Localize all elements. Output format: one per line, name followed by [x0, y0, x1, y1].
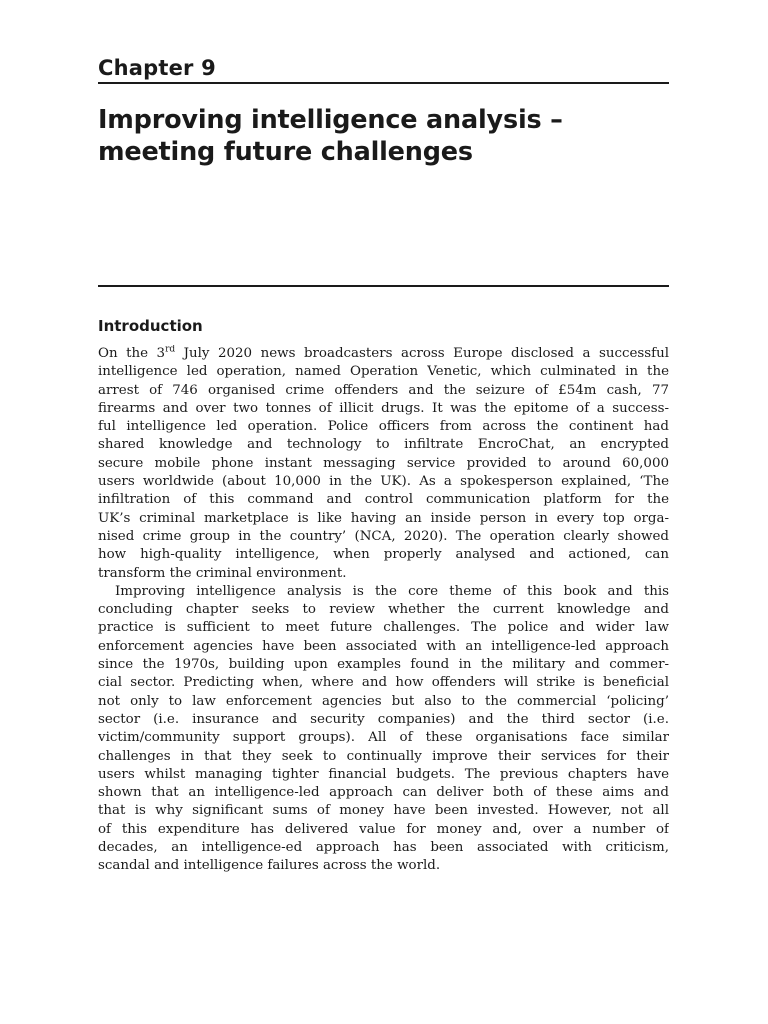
- ordinal-superscript: rd: [165, 345, 176, 355]
- paragraph-line: that is why significant sums of money have been invested. However, not all: [98, 803, 669, 819]
- paragraph-line: victim/community support groups). All of these organisations face similar: [98, 730, 669, 746]
- section-heading: Introduction: [98, 317, 203, 335]
- chapter-title-line: Improving intelligence analysis –: [98, 105, 563, 135]
- paragraph-line: decades, an intelligence-ed approach has been associated with criticism,: [98, 840, 669, 856]
- paragraph-line: firearms and over two tonnes of illicit drugs. It was the epitome of a success-: [98, 400, 669, 416]
- paragraph-line: sector (i.e. insurance and security companies) and the third sector (i.e.: [98, 711, 669, 727]
- paragraph-line: cial sector. Predicting when, where and how offenders will strike is beneficial: [98, 675, 669, 691]
- paragraph-line: scandal and intelligence failures across the world.: [98, 858, 441, 874]
- chapter-title: [98, 104, 669, 168]
- paragraph-line: infiltration of this command and control communication platform for the: [98, 492, 669, 508]
- paragraph-line: [98, 345, 669, 363]
- paragraph-line: UK’s criminal marketplace is like having an inside person in every top orga-: [98, 510, 669, 526]
- paragraph-line: secure mobile phone instant messaging service provided to around 60,000: [98, 455, 669, 471]
- paragraph-1: [98, 345, 669, 583]
- paragraph-line: shared knowledge and technology to infiltrate EncroChat, an encrypted: [98, 437, 669, 453]
- paragraph-line: users whilst managing tighter financial budgets. The previous chapters have: [98, 766, 669, 782]
- chapter-rule-bottom: [98, 285, 669, 287]
- first-line-text: On the 3: [98, 346, 166, 361]
- paragraph-line: Improving intelligence analysis is the core theme of this book and this: [115, 583, 669, 599]
- paragraph-line: practice is sufficient to meet future challenges. The police and wider law: [98, 620, 669, 636]
- chapter-rule-top: [98, 82, 669, 84]
- paragraph-line: arrest of 746 organised crime offenders and the seizure of £54m cash, 77: [98, 382, 669, 398]
- paragraph-line: not only to law enforcement agencies but also to the commercial ‘policing’: [98, 693, 669, 709]
- paragraph-line: enforcement agencies have been associated with an intelligence-led approach: [98, 638, 669, 654]
- paragraph-line: concluding chapter seeks to review whether the current knowledge and: [98, 602, 669, 618]
- paragraph-line: of this expenditure has delivered value for money and, over a number of: [98, 821, 669, 837]
- paragraph-line: users worldwide (about 10,000 in the UK). As a spokesperson explained, ‘The: [98, 474, 669, 490]
- paragraph-line: ful intelligence led operation. Police officers from across the continent had: [98, 419, 669, 435]
- paragraph-line: intelligence led operation, named Operation Venetic, which culminated in the: [98, 364, 669, 380]
- paragraph-line: transform the criminal environment.: [98, 565, 347, 581]
- chapter-title-line: meeting future challenges: [98, 137, 473, 167]
- chapter-label: Chapter 9: [98, 56, 216, 80]
- paragraph-2: [98, 583, 669, 876]
- paragraph-line: shown that an intelligence-led approach can deliver both of these aims and: [98, 785, 669, 801]
- paragraph-line: since the 1970s, building upon examples found in the military and commer-: [98, 657, 669, 673]
- body-text: [98, 345, 669, 876]
- paragraph-line: nised crime group in the country’ (NCA, 2020). The operation clearly showed: [98, 528, 669, 544]
- first-line-text: July 2020 news broadcasters across Europe disclosed a successful: [175, 346, 669, 361]
- paragraph-line: how high-quality intelligence, when properly analysed and actioned, can: [98, 547, 669, 563]
- paragraph-line: challenges in that they seek to continually improve their services for their: [98, 748, 669, 764]
